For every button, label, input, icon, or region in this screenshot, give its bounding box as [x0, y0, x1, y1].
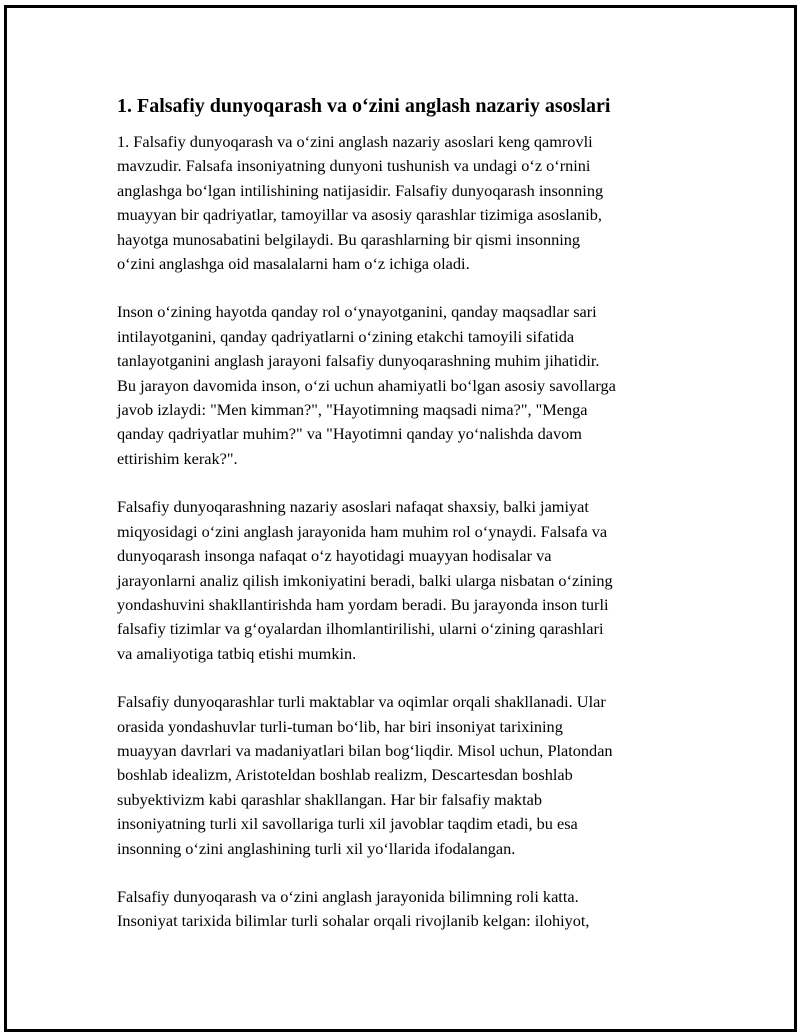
text-line: miqyosidagi o‘zini anglash jarayonida ham muhim rol o‘ynaydi. Falsafa va — [117, 521, 608, 541]
text-line: Falsafiy dunyoqarashning nazariy asoslari nafaqat shaxsiy, balki jamiyat — [117, 497, 589, 517]
document-title: 1. Falsafiy dunyoqarash va o‘zini anglash nazariy asoslari — [117, 95, 611, 117]
text-line: intilayotganini, qanday qadriyatlarni o‘zining etakchi tamoyili sifatida — [117, 326, 575, 346]
text-line: subyektivizm kabi qarashlar shakllangan. Har bir falsafiy maktab — [117, 789, 542, 809]
text-line: orasida yondashuvlar turli-tuman bo‘lib, har biri insoniyat tarixining — [117, 716, 563, 736]
text-line: mavzudir. Falsafa insoniyatning dunyoni tushunish va undagi o‘z o‘rnini — [117, 156, 591, 176]
text-line: Inson o‘zining hayotda qanday rol o‘ynayotganini, qanday maqsadlar sari — [117, 302, 597, 322]
text-line: Falsafiy dunyoqarash va o‘zini anglash jarayonida bilimning roli katta. — [117, 886, 579, 906]
text-line: dunyoqarash insonga nafaqat o‘z hayotidagi muayyan hodisalar va — [117, 546, 552, 566]
text-line: insoniyatning turli xil savollariga turli xil javoblar taqdim etadi, bu esa — [117, 814, 578, 834]
paragraph-1 — [117, 130, 697, 276]
document-body — [117, 92, 697, 958]
text-line: muayyan davrlari va madaniyatlari bilan bog‘liqdir. Misol uchun, Platondan — [117, 740, 613, 760]
text-line: Falsafiy dunyoqarashlar turli maktablar va oqimlar orqali shakllanadi. Ular — [117, 692, 606, 712]
text-line: boshlab idealizm, Aristoteldan boshlab realizm, Descartesdan boshlab — [117, 765, 573, 785]
text-line: Bu jarayon davomida inson, o‘zi uchun ahamiyatli bo‘lgan asosiy savollarga — [117, 375, 616, 395]
paragraph-3 — [117, 495, 697, 666]
text-line: va amaliyotiga tatbiq etishi mumkin. — [117, 643, 357, 663]
paragraph-5 — [117, 885, 697, 934]
paragraph-4 — [117, 690, 697, 861]
text-line: insonning o‘zini anglashining turli xil yo‘llarida ifodalangan. — [117, 838, 516, 858]
text-line: ettirishim kerak?". — [117, 448, 238, 468]
text-line: falsafiy tizimlar va g‘oyalardan ilhomlantirilishi, ularni o‘zining qarashlari — [117, 619, 604, 639]
paragraph-2 — [117, 300, 697, 471]
text-line: 1. Falsafiy dunyoqarash va o‘zini anglash nazariy asoslari keng qamrovli — [117, 132, 593, 151]
text-line: o‘zini anglashga oid masalalarni ham o‘z ichiga oladi. — [117, 254, 470, 274]
text-line: qanday qadriyatlar muhim?" va "Hayotimni qanday yo‘nalishda davom — [117, 424, 582, 444]
text-line: anglashga bo‘lgan intilishining natijasidir. Falsafiy dunyoqarash insonning — [117, 180, 604, 200]
text-line: yondashuvini shakllantirishda ham yordam beradi. Bu jarayonda inson turli — [117, 594, 609, 614]
text-line: Insoniyat tarixida bilimlar turli sohalar orqali rivojlanib kelgan: ilohiyot, — [117, 911, 590, 931]
text-line: hayotga munosabatini belgilaydi. Bu qarashlarning bir qismi insonning — [117, 229, 581, 249]
text-line: jarayonlarni analiz qilish imkoniyatini beradi, balki ularga nisbatan o‘zining — [117, 570, 613, 590]
text-line: javob izlaydi: "Men kimman?", "Hayotimning maqsadi nima?", "Menga — [117, 400, 588, 420]
text-line: muayyan bir qadriyatlar, tamoyillar va asosiy qarashlar tizimiga asoslanib, — [117, 205, 602, 225]
text-line: tanlayotganini anglash jarayoni falsafiy dunyoqarashning muhim jihatidir. — [117, 351, 600, 371]
